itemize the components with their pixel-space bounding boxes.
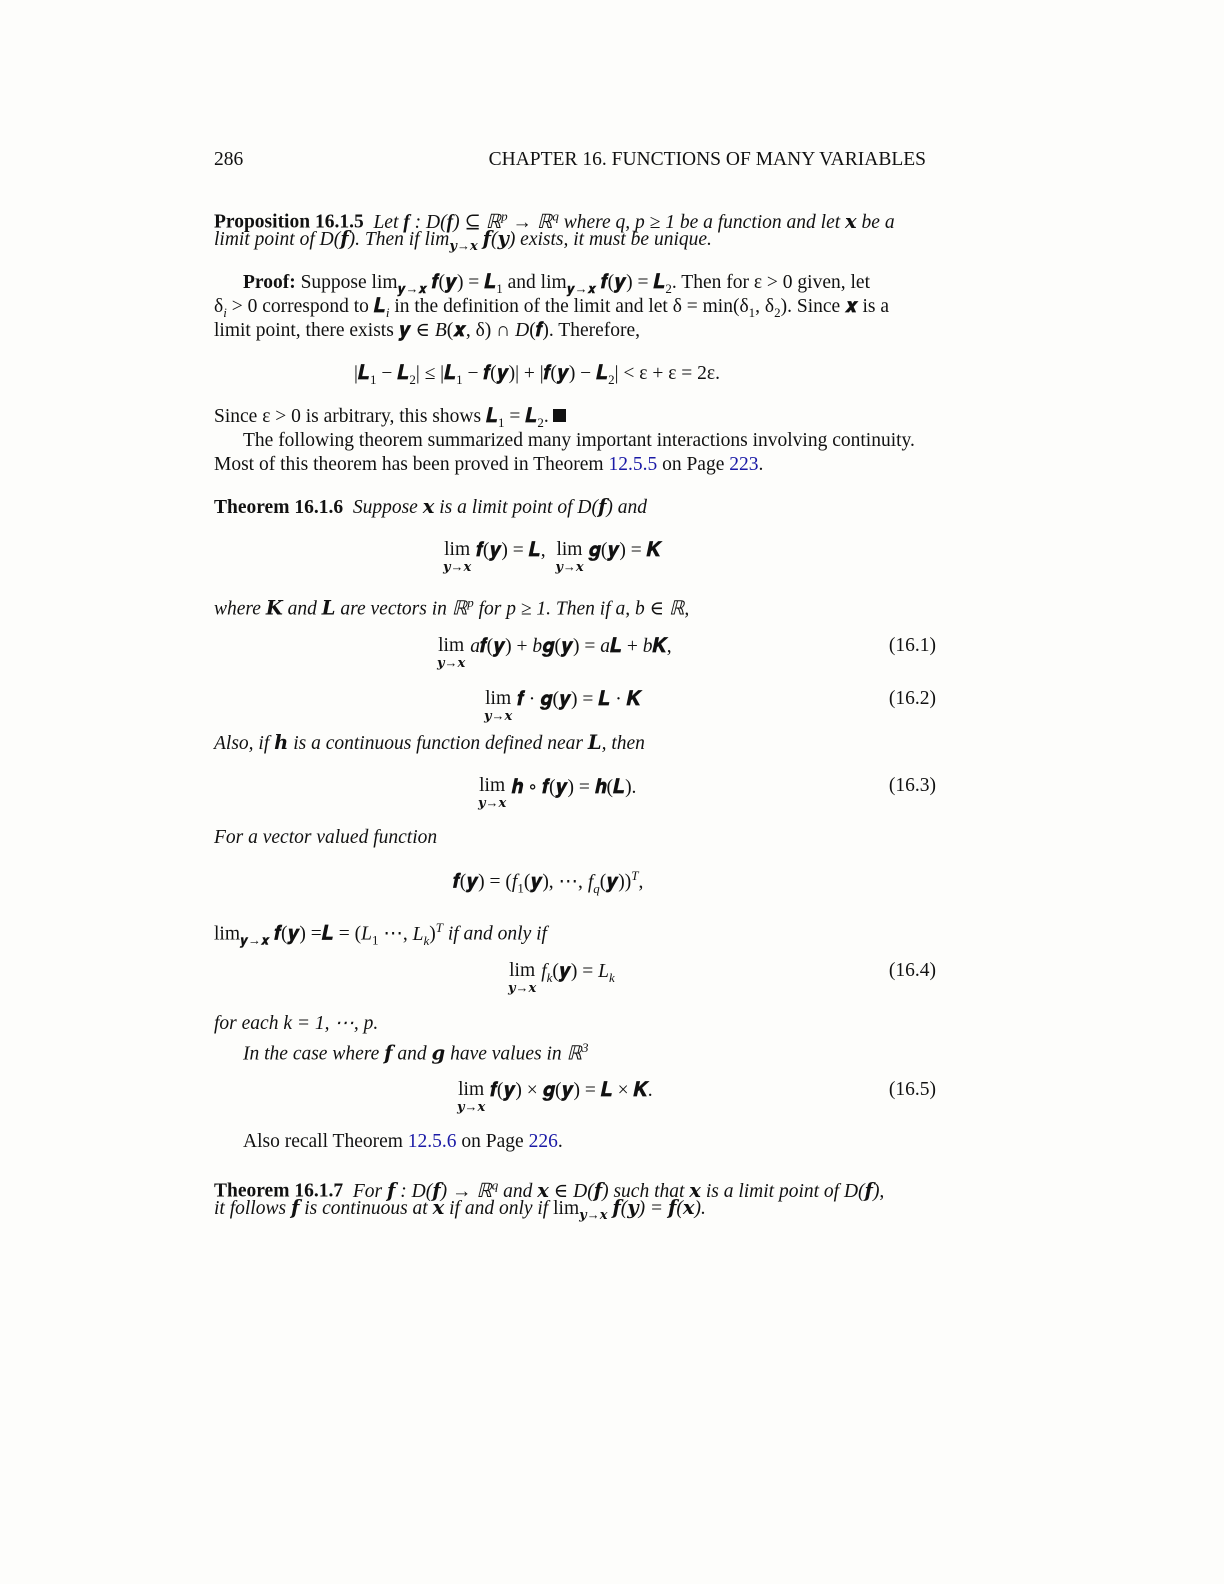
theorem-foreach-line: for each k = 1, ⋯, p. bbox=[214, 1013, 379, 1034]
theorem-display-limits: lim 𝒚→𝒙 𝒇(𝒚) = 𝑳, lim 𝒚→𝒙 𝒈(𝒚) = 𝑲 bbox=[443, 539, 661, 574]
theorem-where-line: where 𝑲 and 𝑳 are vectors in ℝ$^p$ for p ≥ 1. Then if a, b ∈ ℝ, bbox=[214, 595, 690, 620]
equation-16-1: lim 𝒚→𝒙 a𝒇(𝒚) + b𝒈(𝒚) = a𝑳 + b𝑲, bbox=[437, 635, 672, 670]
equation-16-1-number: (16.1) bbox=[888, 635, 936, 656]
running-title: CHAPTER 16. FUNCTIONS OF MANY VARIABLES bbox=[488, 149, 926, 170]
equation-16-5-number: (16.5) bbox=[888, 1079, 936, 1100]
equation-16-2: lim 𝒚→𝒙 𝒇 · 𝒈(𝒚) = 𝑳 · 𝑲 bbox=[484, 688, 641, 723]
qed-square-icon bbox=[553, 409, 566, 422]
paragraph-line-2: Most of this theorem has been proved in Theorem 12.5.5 on Page 223. bbox=[214, 454, 764, 475]
page-223-link[interactable]: 223 bbox=[729, 454, 759, 475]
proof-display-equation: |𝑳$_1$ − 𝑳$_2$| ≤ |𝑳$_1$ − 𝒇(𝒚)| + |𝒇(𝒚) − 𝑳$_2$| < ε + ε = 2ε. bbox=[354, 363, 720, 387]
proof-line-1: Proof: Suppose $\lim_{𝒚\to 𝒙}$ 𝒇(𝒚) = 𝑳$_1$ and $\lim_{𝒚\to 𝒙}$ 𝒇(𝒚) = 𝑳$_2$. Then for ε > 0 given, let bbox=[243, 272, 870, 296]
equation-16-3-number: (16.3) bbox=[888, 775, 936, 796]
proposition-label: Proposition 16.1.5 bbox=[214, 211, 364, 233]
equation-16-4: lim 𝒚→𝒙 $f_k(𝒚) = L_k$ bbox=[508, 960, 615, 995]
proof-line-2: $\delta_i > 0$ correspond to 𝑳$_i$ in the definition of the limit and let $\delta = \min(\delta_1$, $\delta_2$). Since 𝒙 is a bbox=[214, 296, 890, 320]
equation-16-5: lim 𝒚→𝒙 𝒇(𝒚) × 𝒈(𝒚) = 𝑳 × 𝑲. bbox=[457, 1079, 653, 1114]
page-number: 286 bbox=[214, 149, 244, 170]
page-226-link[interactable]: 226 bbox=[528, 1131, 558, 1152]
theorem-vector-line: For a vector valued function bbox=[214, 827, 438, 848]
theorem-case-line: In the case where 𝒇 and 𝒈 have values in ℝ$^3$ bbox=[243, 1040, 589, 1065]
proof-closing: Since ε > 0 is arbitrary, this shows 𝑳$_1$ = 𝑳$_2$. bbox=[214, 405, 566, 435]
theorem-12-5-6-link[interactable]: 12.5.6 bbox=[407, 1131, 457, 1152]
equation-16-2-number: (16.2) bbox=[888, 688, 936, 709]
recall-line: Also recall Theorem 12.5.6 on Page 226. bbox=[243, 1131, 563, 1152]
proposition-line-1: Proposition 16.1.5 Let f : D(f) ⊆ ℝ$^p$ → ℝ$^q$ where q, p ≥ 1 be a function and let 𝒙 be a bbox=[214, 208, 895, 233]
theorem-16-1-6-label: Theorem 16.1.6 bbox=[214, 497, 344, 518]
theorem-12-5-5-link[interactable]: 12.5.5 bbox=[608, 454, 658, 475]
equation-16-4-number: (16.4) bbox=[888, 960, 936, 981]
theorem-16-1-7-label: Theorem 16.1.7 bbox=[214, 1180, 344, 1202]
paragraph-line-1: The following theorem summarized many important interactions involving continuity. bbox=[243, 430, 915, 451]
equation-16-3: lim 𝒚→𝒙 𝒉 ∘ 𝒇(𝒚) = 𝒉(𝑳). bbox=[478, 775, 637, 810]
theorem-iff-line: $\lim_{𝒚\to 𝒙}$ 𝒇(𝒚) =𝑳 = ($L_1$ ⋯, $L_k)^T$ if and only if bbox=[214, 920, 547, 948]
proposition-line-2: limit point of D(𝒇). Then if $\lim_{𝒚\to 𝒙}$ 𝒇(𝒚) exists, it must be unique. bbox=[214, 229, 712, 253]
theorem-16-1-7-line-2: it follows 𝒇 is continuous at 𝒙 if and only if $\lim_{𝒚\to 𝒙}$ 𝒇(𝒚) = 𝒇(𝒙). bbox=[214, 1198, 706, 1222]
vector-function-definition: 𝒇(𝒚) = ($f_1(𝒚)$, ⋯, $f_q(𝒚))^T$, bbox=[453, 868, 644, 896]
theorem-also-line: Also, if 𝒉 is a continuous function defined near 𝑳, then bbox=[214, 733, 645, 754]
proof-label: Proof: bbox=[243, 272, 296, 293]
proof-line-3: limit point, there exists 𝒚 ∈ B(𝒙, δ) ∩ D(𝒇). Therefore, bbox=[214, 320, 641, 341]
theorem-16-1-6-intro: Theorem 16.1.6 Suppose 𝒙 is a limit point of D(𝒇) and bbox=[214, 497, 647, 518]
theorem-16-1-7-line-1: Theorem 16.1.7 For 𝒇 : D(𝒇) → ℝ$^q$ and 𝒙 ∈ D(𝒇) such that 𝒙 is a limit point of D(𝒇), bbox=[214, 1177, 885, 1202]
